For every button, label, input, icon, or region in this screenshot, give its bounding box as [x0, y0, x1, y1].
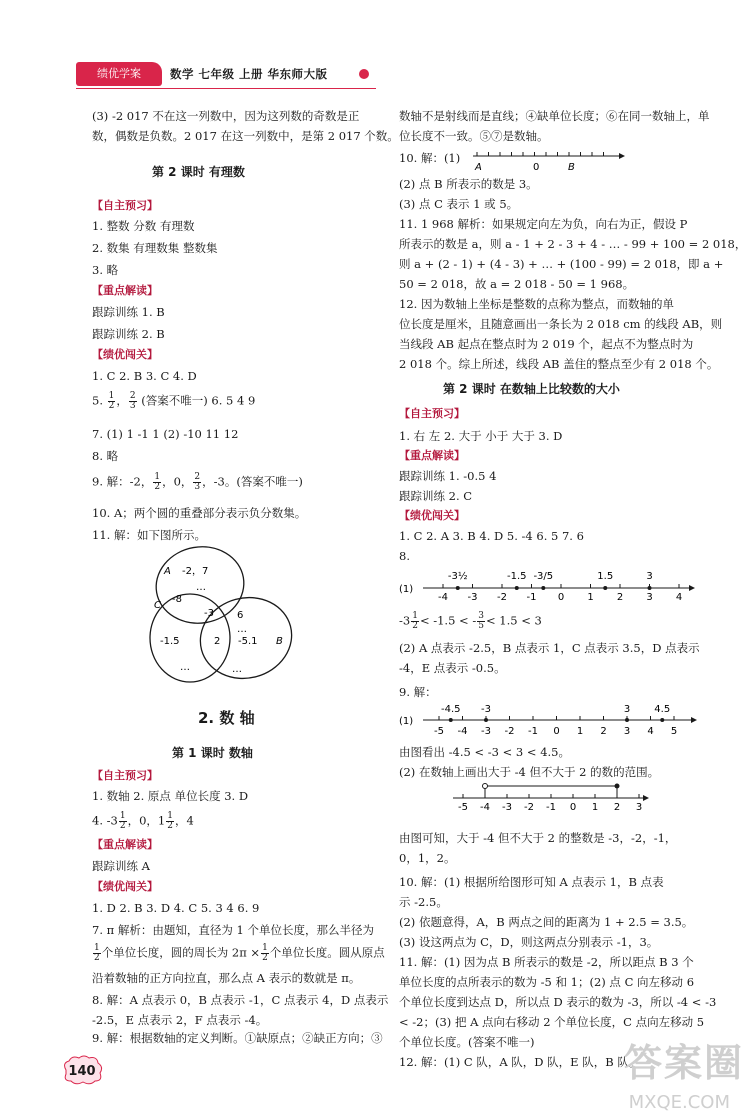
answer-line: 示 -2.5。 — [399, 895, 448, 909]
tick-label: -4 — [438, 592, 448, 603]
right-column — [399, 0, 747, 1115]
label-c: C — [154, 600, 161, 611]
part-label: (1) — [399, 584, 414, 595]
value-text: 2 — [214, 636, 221, 647]
tick-label: 0 — [569, 802, 577, 812]
point-label: 4.5 — [654, 704, 671, 715]
section-heading: 【重点解读】 — [92, 284, 158, 297]
answer-line: 由图看出 -4.5 < -3 < 3 < 4.5。 — [399, 745, 570, 759]
section-heading: 【自主预习】 — [399, 407, 465, 420]
answer-line: 8. 解：A 点表示 0，B 点表示 -1，C 点表示 4，D 点表示 — [92, 993, 389, 1007]
brand-tab: 绩优学案 — [76, 62, 162, 86]
number-line-q8 — [399, 562, 699, 606]
origin-label: 0 — [533, 162, 540, 173]
left-column — [92, 0, 399, 1115]
answer-line: (2) A 点表示 -2.5，B 点表示 1，C 点表示 3.5，D 点表示 — [399, 641, 700, 655]
tick-label: -3 — [481, 726, 491, 737]
watermark-url: MXQE.COM — [628, 1092, 730, 1113]
answer-line: 1. C 2. B 3. C 4. D — [92, 369, 197, 383]
section-heading: 【绩优闯关】 — [92, 880, 158, 893]
point — [625, 718, 629, 722]
value-text: -5.1 — [238, 636, 258, 647]
tick-label: 1 — [587, 592, 594, 603]
fraction: $\frac{1}{2}$ — [154, 472, 161, 492]
point-label: -3½ — [447, 571, 468, 582]
point — [515, 586, 519, 590]
value-text: 6 — [237, 610, 244, 621]
answer-line: 个单位长度到达点 D，所以点 D 表示的数为 -3，所以 -4 < -3 — [399, 995, 717, 1009]
answer-line: (2) 依题意得，A，B 两点之间的距离为 1 + 2.5 = 3.5。 — [399, 915, 694, 929]
venn-diagram — [142, 540, 302, 690]
answer-line: $\frac{1}{2}$ 个单位长度，圆的周长为 2π × $\frac{1}{2}$ 个单位长度。圆从原点 — [94, 943, 385, 963]
answer-line: 跟踪训练 2. C — [399, 489, 473, 503]
point — [648, 586, 652, 590]
answer-line: 当线段 AB 起点在整点时为 2 019 个，起点不为整点时为 — [399, 337, 694, 351]
tick-label: -1 — [528, 726, 538, 737]
tick-label: -2 — [504, 726, 515, 737]
watermark-logo: 答案圈 — [623, 1041, 744, 1085]
section-heading: 【重点解读】 — [399, 449, 465, 462]
ellipsis: … — [232, 664, 242, 675]
lesson-title: 第 2 课时 有理数 — [152, 165, 245, 179]
ellipsis: … — [196, 582, 206, 593]
answer-line: -3 $\frac{1}{2}$ < -1.5 < - $\frac{3}{5}$ < 1.5 < 3 — [399, 611, 542, 631]
answer-line: 5. $\frac{1}{2}$ ， $\frac{2}{3}$ (答案不唯一) 6. 5 4 9 — [92, 391, 256, 411]
answer-line: 所表示的数是 a，则 a - 1 + 2 - 3 + 4 - … - 99 + 100 = 2 018， — [399, 237, 747, 251]
answer-line: -4，E 点表示 -0.5。 — [399, 661, 506, 675]
answer-line: 数轴不是射线而是直线；④缺单位长度；⑥在同一数轴上，单 — [399, 109, 710, 123]
tick-label: -3 — [502, 802, 512, 812]
answer-line: 11. 解：(1) 因为点 B 所表示的数是 -2，所以距点 B 3 个 — [399, 955, 694, 969]
text: 5. — [92, 393, 103, 408]
tick-label: -5 — [458, 802, 468, 812]
answer-line: 3. 略 — [92, 263, 119, 277]
part-label: (1) — [399, 716, 414, 727]
answer-line: 个单位长度。(答案不唯一) — [399, 1035, 535, 1049]
answer-line: 1. 数轴 2. 原点 单位长度 3. D — [92, 789, 249, 803]
answer-line: 跟踪训练 2. B — [92, 327, 165, 341]
point-label-a: A — [475, 162, 482, 173]
para: (3) -2 017 不在这一列数中，因为这列数的奇数是正 — [92, 109, 360, 123]
answer-line: 9. 解： — [399, 685, 437, 699]
answer-line: (2) 点 B 所表示的数是 3。 — [399, 177, 538, 191]
point-label: -3/5 — [533, 571, 554, 582]
value-text: -2，7 — [182, 566, 209, 577]
answer-line: (3) 设这两点为 C，D，则这两点分别表示 -1，3。 — [399, 935, 659, 949]
answer-line: 位长度不一致。⑤⑦是数轴。 — [399, 129, 549, 143]
point-label: 3 — [646, 571, 653, 582]
answer-line: (2) 在数轴上画出大于 -4 但不大于 2 的数的范围。 — [399, 765, 660, 779]
text: (答案不唯一) 6. 5 4 9 — [141, 393, 256, 408]
para: 数，偶数是负数。2 017 在这一列数中，是第 2 017 个数。 — [92, 129, 399, 143]
closed-endpoint — [615, 784, 620, 789]
point-label: 1.5 — [597, 571, 614, 582]
number-line-q9-2 — [449, 780, 659, 812]
book-info: 数学 七年级 上册 华东师大版 — [170, 67, 328, 81]
tick-label: -4 — [457, 726, 468, 737]
point-label: -3 — [481, 704, 491, 715]
section-heading: 【绩优闯关】 — [399, 509, 465, 522]
value-text: -1.5 — [160, 636, 180, 647]
tick-label: 0 — [557, 592, 565, 603]
answer-line: 9. 解：根据数轴的定义判断。①缺原点；②缺正方向；③ — [92, 1031, 383, 1045]
section-heading: 【绩优闯关】 — [92, 348, 158, 361]
label-a: A — [164, 566, 171, 577]
tick-label: 4 — [647, 726, 654, 737]
fraction: $\frac{1}{2}$ — [108, 391, 115, 411]
tick-label: 1 — [576, 726, 584, 737]
lesson-title: 第 2 课时 在数轴上比较数的大小 — [443, 382, 620, 396]
page-number: 140 — [68, 1064, 96, 1079]
answer-line: 11. 解：如下图所示。 — [92, 528, 206, 542]
fraction: $\frac{1}{2}$ — [119, 811, 126, 831]
answer-line: 0，1，2。 — [399, 851, 456, 865]
tick-label: 2 — [600, 726, 607, 737]
answer-line: 4. -3 $\frac{1}{2}$ ，0，1 $\frac{1}{2}$ ，4 — [92, 811, 194, 831]
point — [449, 718, 453, 722]
fraction: $\frac{2}{3}$ — [194, 472, 201, 492]
tick-label: 0 — [553, 726, 560, 737]
answer-line: 沿着数轴的正方向拉直，那么点 A 表示的数就是 π。 — [92, 971, 361, 985]
answer-line: 10. A；两个圆的重叠部分表示负分数集。 — [92, 506, 307, 520]
fraction: $\frac{1}{2}$ — [94, 943, 100, 963]
section-heading: 【自主预习】 — [92, 199, 158, 212]
value-text: -3 — [204, 608, 214, 619]
answer-line: 12. 因为数轴上坐标是整数的点称为整点，而数轴的单 — [399, 297, 674, 311]
number-line-q9-1 — [399, 698, 699, 742]
answer-line: 由图可知，大于 -4 但不大于 2 的整数是 -3，-2，-1， — [399, 831, 677, 845]
answer-line: (3) 点 C 表示 1 或 5。 — [399, 197, 519, 211]
answer-line: 50 = 2 018，故 a = 2 018 - 50 = 1 968。 — [399, 277, 635, 291]
answer-line: 1. 整数 分数 有理数 — [92, 219, 195, 233]
answer-line: 10. 解：(1) — [399, 151, 461, 165]
tick-label: -2 — [497, 592, 507, 603]
point-label: 3 — [623, 704, 631, 715]
answer-line: 跟踪训练 1. B — [92, 305, 165, 319]
tick-label: -4 — [480, 802, 490, 812]
tick-label: 5 — [670, 726, 678, 737]
answer-line: 跟踪训练 A — [92, 859, 150, 873]
answer-line: 8. — [399, 549, 410, 563]
answer-line: -2.5，E 点表示 2，F 点表示 -4。 — [92, 1013, 268, 1027]
tick-label: -2 — [524, 802, 534, 812]
fraction: $\frac{2}{3}$ — [129, 391, 136, 411]
value-text: -8 — [172, 594, 182, 605]
number-line-q10 — [469, 148, 629, 174]
point — [484, 718, 488, 722]
answer-line: 则 a + (2 - 1) + (4 - 3) + … + (100 - 99) = 2 018，即 a + — [399, 257, 724, 271]
answer-line: 跟踪训练 1. -0.5 4 — [399, 469, 497, 483]
point — [603, 586, 607, 590]
tick-label: 2 — [613, 802, 621, 812]
point — [541, 586, 545, 590]
tick-label: 2 — [616, 592, 624, 603]
point-label: -4.5 — [440, 704, 461, 715]
section-heading: 【重点解读】 — [92, 838, 158, 851]
answer-line: 2. 数集 有理数集 整数集 — [92, 241, 218, 255]
answer-line: 位长度是厘米，且随意画出一条长为 2 018 cm 的线段 AB，则 — [399, 317, 723, 331]
point-label: -1.5 — [506, 571, 527, 582]
tick-label: -5 — [434, 726, 444, 737]
section-heading: 【自主预习】 — [92, 769, 158, 782]
chapter-title: 2. 数 轴 — [198, 709, 255, 727]
answer-line: 10. 解：(1) 根据所给图形可知 A 点表示 1，B 点表 — [399, 875, 664, 889]
answer-line: 8. 略 — [92, 449, 119, 463]
label-b: B — [276, 636, 283, 647]
point-label-b: B — [568, 162, 575, 173]
fraction: $\frac{1}{2}$ — [167, 811, 173, 831]
answer-line: 7. (1) 1 -1 1 (2) -10 11 12 — [92, 427, 239, 441]
answer-line: 9. 解：-2， $\frac{1}{2}$ ，0， $\frac{2}{3}$ ，-3。(答案不唯一) — [92, 472, 303, 492]
tick-label: 1 — [591, 802, 599, 812]
open-endpoint — [483, 784, 488, 789]
point — [456, 586, 460, 590]
fraction: $\frac{1}{2}$ — [412, 611, 418, 631]
page-number-badge — [60, 1055, 104, 1085]
tick-label: -3 — [467, 592, 478, 603]
answer-line: 1. C 2. A 3. B 4. D 5. -4 6. 5 7. 6 — [399, 529, 584, 543]
answer-line: 7. π 解析：由题知，直径为 1 个单位长度，那么半径为 — [92, 923, 374, 937]
tick-label: 3 — [646, 592, 653, 603]
answer-line: 1. 右 左 2. 大于 小于 大于 3. D — [399, 429, 563, 443]
answer-line: < -2；(3) 把 A 点向右移动 2 个单位长度，C 点向左移动 5 — [399, 1015, 705, 1029]
answer-line: 2 018 个。综上所述，线段 AB 盖住的整点至少有 2 018 个。 — [399, 357, 719, 371]
lesson-title: 第 1 课时 数轴 — [172, 746, 253, 760]
answer-line: 11. 1 968 解析：如果规定向左为负，向右为正，假设 P — [399, 217, 688, 231]
tick-label: 4 — [675, 592, 683, 603]
ellipsis: … — [180, 662, 190, 673]
tick-label: -1 — [526, 592, 537, 603]
point — [660, 718, 664, 722]
tick-label: 3 — [635, 802, 643, 812]
answer-line: 12. 解：(1) C 队，A 队，D 队，E 队，B 队。 — [399, 1055, 641, 1069]
answer-line: 单位长度的点所表示的数为 -5 和 1；(2) 点 C 向左移动 6 — [399, 975, 695, 989]
answer-line: 1. D 2. B 3. D 4. C 5. 3 4 6. 9 — [92, 901, 260, 915]
tick-label: 3 — [623, 726, 631, 737]
fraction: $\frac{1}{2}$ — [262, 943, 268, 963]
fraction: $\frac{3}{5}$ — [478, 611, 484, 631]
tick-label: -1 — [546, 802, 556, 812]
ellipsis: … — [237, 624, 247, 635]
